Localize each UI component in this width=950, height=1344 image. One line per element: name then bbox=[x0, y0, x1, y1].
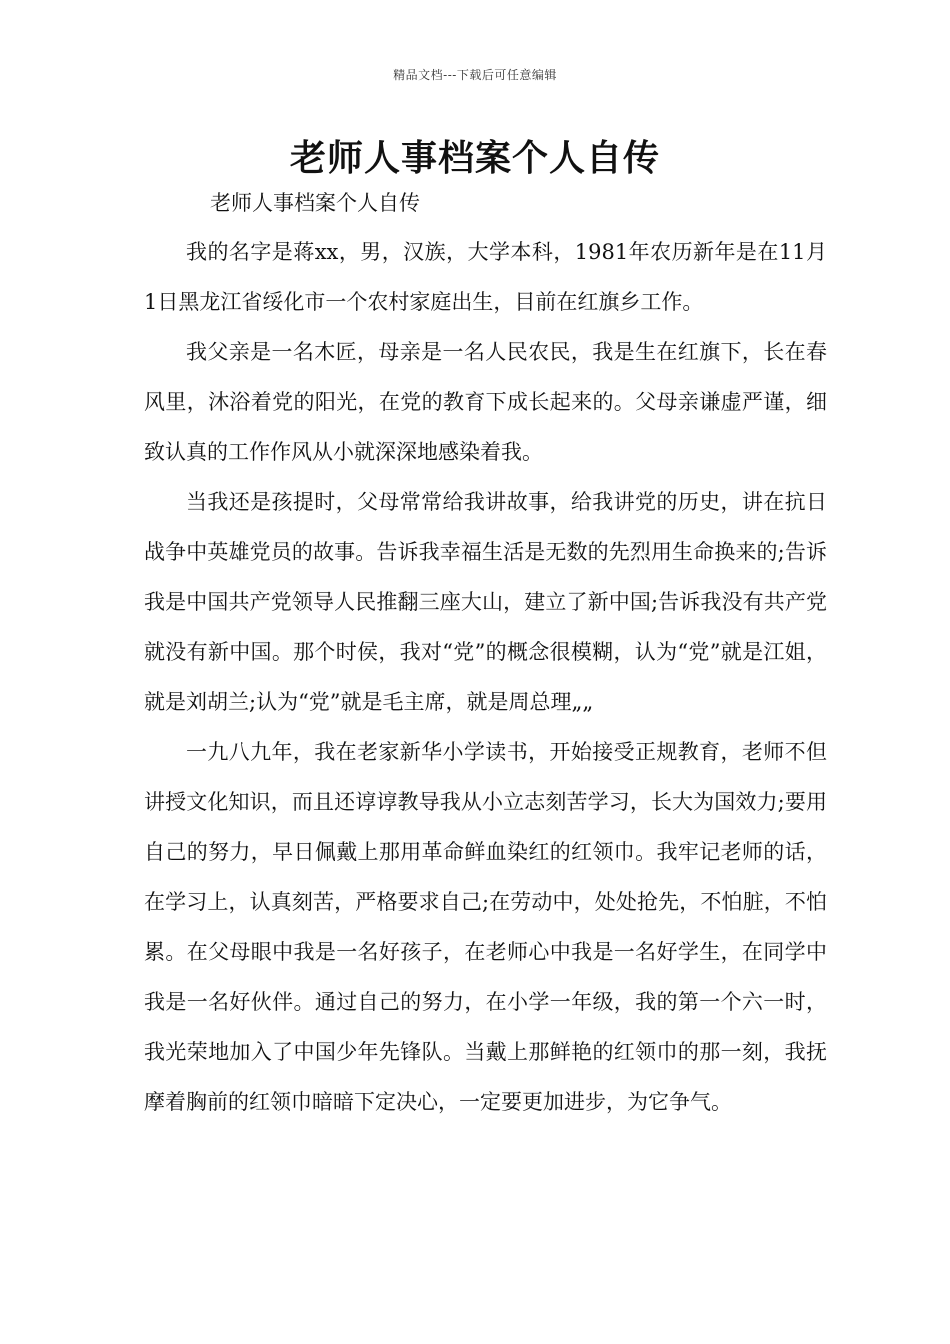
paragraph-2: 我父亲是一名木匠，母亲是一名人民农民，我是生在红旗下，长在春风里，沐浴着党的阳光，在党的教育下成长起来的。父母亲谦虚严谨，细致认真的工作作风从小就深深地感染着我。 bbox=[144, 340, 827, 464]
document-subtitle: 老师人事档案个人自传 bbox=[210, 191, 420, 215]
paragraph-3: 当我还是孩提时，父母常常给我讲故事，给我讲党的历史，讲在抗日战争中英雄党员的故事。告诉我幸福生活是无数的先烈用生命换来的;告诉我是中国共产党领导人民推翻三座大山，建立了新中国;告诉我没有共产党就没有新中国。那个时侯，我对“党”的概念很模糊，认为“党”就是江姐，就是刘胡兰;认为“党”就是毛主席，就是周总理„„ bbox=[144, 490, 827, 714]
document-title: 老师人事档案个人自传 bbox=[289, 137, 660, 179]
paragraph-1: 我的名字是蒋xx，男，汉族，大学本科，1981年农历新年是在11月1日黑龙江省绥化市一个农村家庭出生，目前在红旗乡工作。 bbox=[144, 240, 827, 314]
header-note: 精品文档---下载后可任意编辑 bbox=[393, 68, 557, 82]
document-body bbox=[144, 227, 827, 1127]
paragraph-4: 一九八九年，我在老家新华小学读书，开始接受正规教育，老师不但讲授文化知识，而且还谆谆教导我从小立志刻苦学习，长大为国效力;要用自己的努力，早日佩戴上那用革命鲜血染红的红领巾。我牢记老师的话，在学习上，认真刻苦，严格要求自己;在劳动中，处处抢先，不怕脏，不怕累。在父母眼中我是一名好孩子，在老师心中我是一名好学生，在同学中我是一名好伙伴。通过自己的努力，在小学一年级，我的第一个六一时，我光荣地加入了中国少年先锋队。当戴上那鲜艳的红领巾的那一刻，我抚摩着胸前的红领巾暗暗下定决心，一定要更加进步，为它争气。 bbox=[144, 740, 827, 1114]
